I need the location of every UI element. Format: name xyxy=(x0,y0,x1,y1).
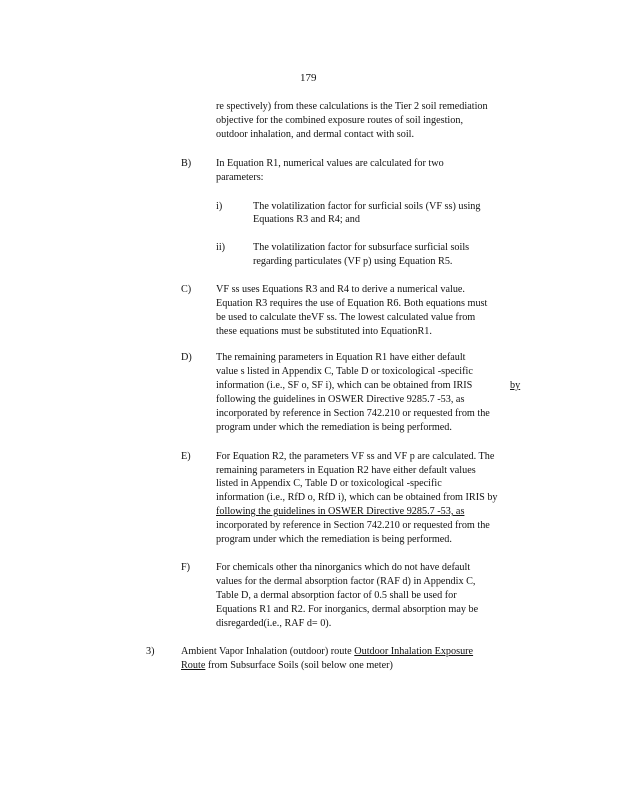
item-c-line-1: VF ss uses Equations R3 and R4 to derive a numerical value. xyxy=(216,284,465,295)
item-e-line-4: information (i.e., RfD o, RfD i), which can be obtained from IRIS by xyxy=(216,492,498,503)
item-e-line-7: program under which the remediation is being performed. xyxy=(216,534,452,545)
item-d-line-4: following the guidelines in OSWER Directive 9285.7 -53, as xyxy=(216,394,465,405)
item-c-label: C) xyxy=(181,284,192,295)
intro-line-2: objective for the combined exposure routes of soil ingestion, xyxy=(216,115,463,126)
item-3-line-2-plain: from Subsurface Soils (soil below one meter) xyxy=(207,660,393,671)
item-e-label: E) xyxy=(181,451,191,462)
item-d-line-2: value s listed in Appendix C, Table D or toxicological -specific xyxy=(216,366,473,377)
page-number: 179 xyxy=(300,72,317,84)
item-b-line-1: In Equation R1, numerical values are calculated for two xyxy=(216,158,444,169)
item-d-underlined-by: by xyxy=(510,380,521,391)
item-d-line-3: information (i.e., SF o, SF i), which can be obtained from IRIS xyxy=(216,380,473,391)
intro-line-3: outdoor inhalation, and dermal contact with soil. xyxy=(216,129,415,140)
item-e-line-6: incorporated by reference in Section 742.210 or requested from the xyxy=(216,520,490,531)
item-f-line-2: values for the dermal absorption factor (RAF d) in Appendix C, xyxy=(216,576,476,587)
item-d-line-1: The remaining parameters in Equation R1 have either default xyxy=(216,352,466,363)
item-b-i-label: i) xyxy=(216,201,223,212)
item-3-line-1 xyxy=(181,645,473,658)
intro-line-1: re spectively) from these calculations is the Tier 2 soil remediation xyxy=(216,101,488,112)
item-b-i-line-2: Equations R3 and R4; and xyxy=(253,214,360,225)
item-3-line-1-underlined: Outdoor Inhalation Exposure xyxy=(354,646,474,657)
item-b-ii-line-1: The volatilization factor for subsurface surficial soils xyxy=(253,242,470,253)
item-c-line-2: Equation R3 requires the use of Equation R6. Both equations must xyxy=(216,298,488,309)
item-f-line-4: Equations R1 and R2. For inorganics, dermal absorption may be xyxy=(216,604,479,615)
item-c-line-3: be used to calculate theVF ss. The lowest calculated value from xyxy=(216,312,476,323)
item-f-line-3: Table D, a dermal absorption factor of 0.5 shall be used for xyxy=(216,590,457,601)
item-e-line-2: remaining parameters in Equation R2 have either default values xyxy=(216,465,476,476)
item-b-label: B) xyxy=(181,158,192,169)
item-c-line-4: these equations must be substituted into EquationR1. xyxy=(216,326,432,337)
item-b-i-line-1: The volatilization factor for surficial soils (VF ss) using xyxy=(253,201,481,212)
item-f-line-1: For chemicals other tha ninorganics which do not have default xyxy=(216,562,471,573)
item-3-label: 3) xyxy=(146,646,155,657)
item-e-line-5: following the guidelines in OSWER Directive 9285.7 -53, as xyxy=(216,506,465,517)
item-e-line-1: For Equation R2, the parameters VF ss and VF p are calculated. The xyxy=(216,451,495,462)
item-d-line-5: incorporated by reference in Section 742.210 or requested from the xyxy=(216,408,490,419)
item-f-line-5: disregarded(i.e., RAF d= 0). xyxy=(216,618,332,629)
item-b-ii-line-2: regarding particulates (VF p) using Equation R5. xyxy=(253,256,453,267)
item-d-label: D) xyxy=(181,352,192,363)
item-e-line-3: listed in Appendix C, Table D or toxicological -specific xyxy=(216,478,442,489)
item-b-ii-label: ii) xyxy=(216,242,226,253)
item-3-line-1-plain: Ambient Vapor Inhalation (outdoor) route xyxy=(181,646,352,657)
item-b-line-2: parameters: xyxy=(216,172,264,183)
item-3-line-2-underlined: Route xyxy=(181,660,206,671)
item-3-line-2 xyxy=(181,659,393,672)
item-f-label: F) xyxy=(181,562,191,573)
item-d-line-6: program under which the remediation is being performed. xyxy=(216,422,452,433)
